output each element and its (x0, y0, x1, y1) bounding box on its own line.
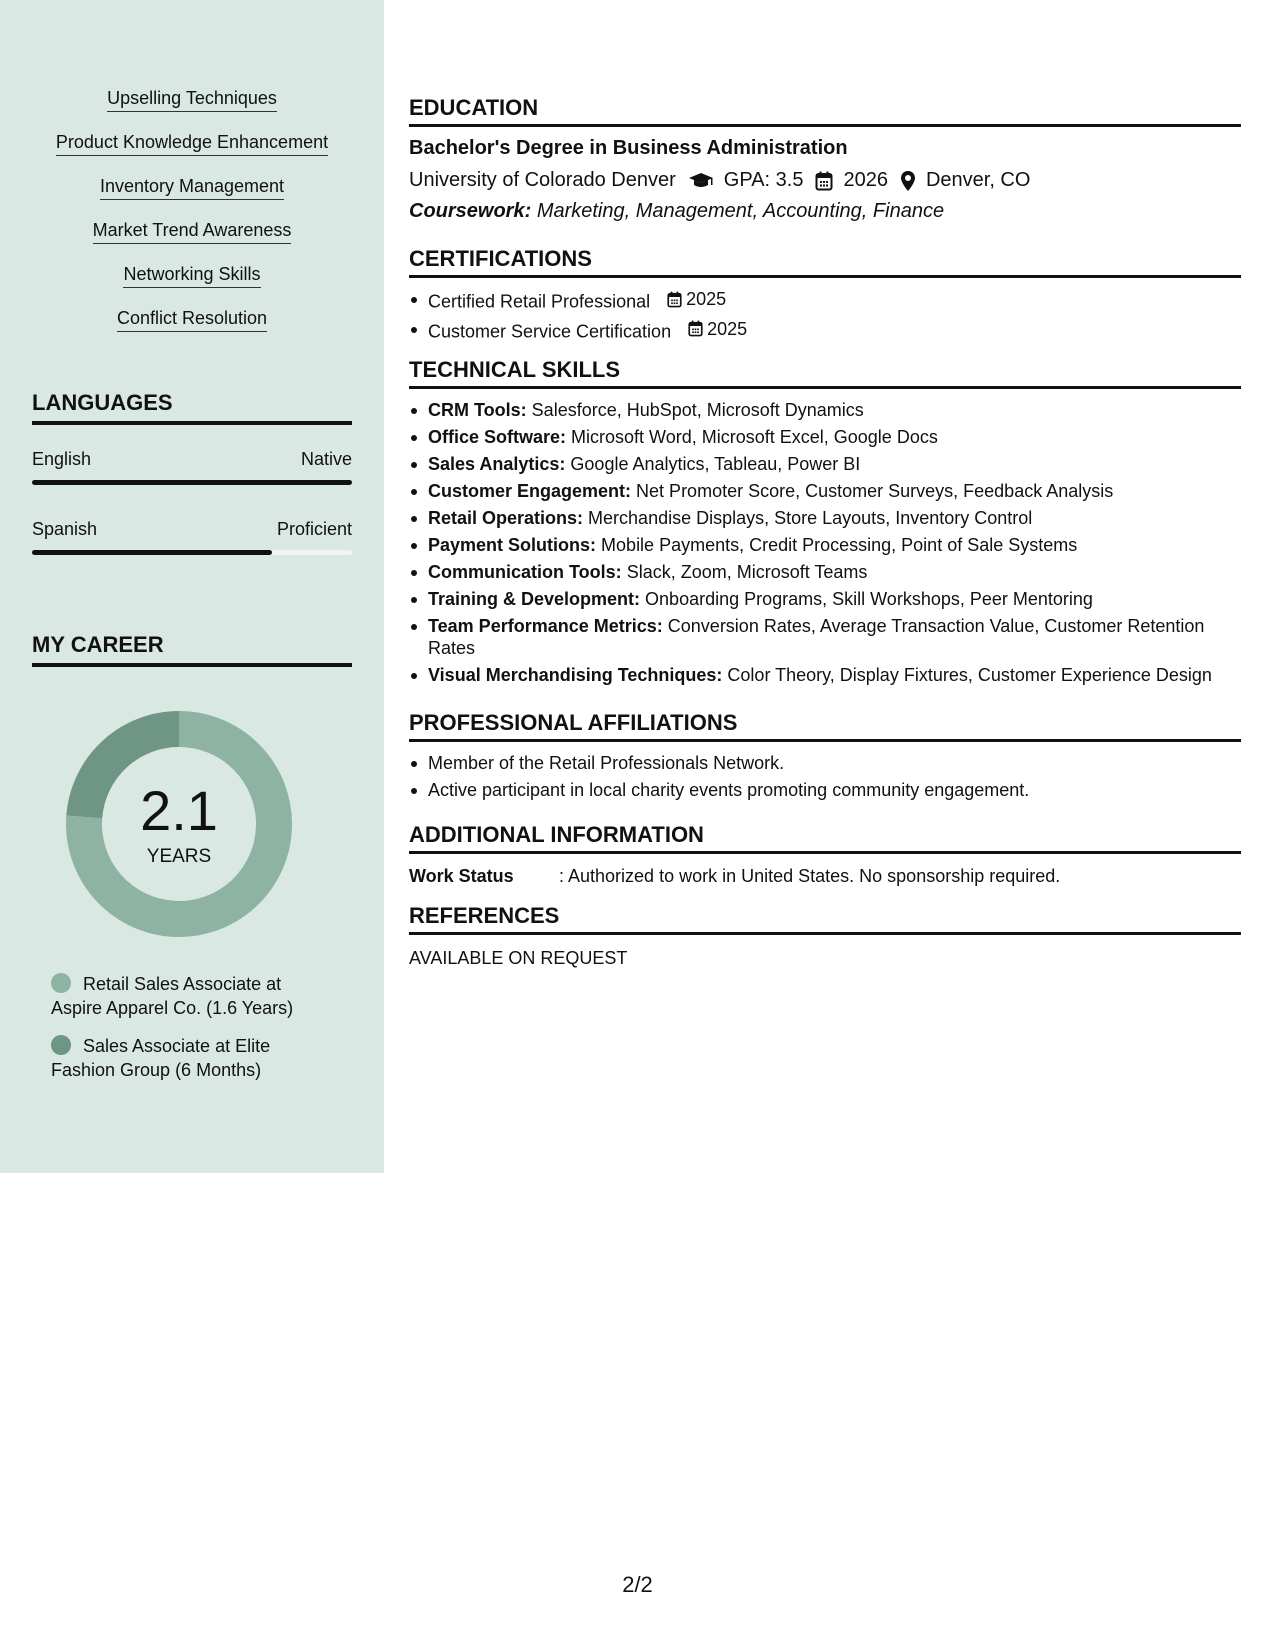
certification-date (667, 288, 726, 310)
gpa: GPA: 3.5 (723, 169, 804, 191)
technical-skill-item (409, 399, 1239, 421)
career-legend-text: Sales Associate at Elite Fashion Group (6 Months) (51, 1036, 271, 1080)
technical-skill-item (409, 480, 1239, 502)
skill-value: Slack, Zoom, Microsoft Teams (626, 562, 868, 582)
work-status-value: : Authorized to work in United States. No sponsorship required. (559, 866, 1061, 886)
skill-label: Communication Tools: (428, 562, 622, 582)
skill-item: Upselling Techniques (107, 86, 277, 112)
sidebar (0, 0, 384, 1173)
skill-value: Color Theory, Display Fixtures, Customer Experience Design (727, 665, 1212, 685)
calendar-icon (815, 171, 833, 191)
skill-item: Market Trend Awareness (93, 218, 292, 244)
language-name: Spanish (32, 519, 98, 539)
affiliations-heading: PROFESSIONAL AFFILIATIONS (409, 710, 1241, 742)
certification-item (409, 318, 1241, 343)
career-legend-dot (51, 973, 71, 993)
skill-item: Product Knowledge Enhancement (56, 130, 328, 156)
technical-skill-item (409, 534, 1239, 556)
work-status-label: Work Status (409, 866, 514, 886)
skill-value: Merchandise Displays, Store Layouts, Inventory Control (588, 508, 1033, 528)
school-location: Denver, CO (925, 169, 1031, 191)
skill-value: Net Promoter Score, Customer Surveys, Feedback Analysis (636, 481, 1114, 501)
graduation-year: 2026 (843, 169, 888, 191)
skill-item: Conflict Resolution (117, 306, 267, 332)
school-name: University of Colorado Denver (409, 169, 676, 191)
page-number: 2/2 (622, 1572, 653, 1597)
technical-skill-item (409, 588, 1239, 610)
coursework-list: Marketing, Management, Accounting, Finance (536, 200, 945, 222)
affiliation-item: Active participant in local charity events promoting community engagement. (409, 779, 1241, 801)
technical-skill-item (409, 561, 1239, 583)
career-donut-center (66, 711, 292, 937)
skill-label: Visual Merchandising Techniques: (428, 665, 723, 685)
references-heading: REFERENCES (409, 903, 1241, 935)
career-legend-item (51, 1034, 311, 1082)
career-legend-text: Retail Sales Associate at Aspire Apparel Co. (1.6 Years) (51, 974, 294, 1018)
technical-skill-item (409, 664, 1239, 686)
skill-label: Office Software: (428, 427, 567, 447)
career-years-unit: YEARS (146, 846, 212, 867)
technical-skills-heading: TECHNICAL SKILLS (409, 357, 1241, 389)
degree-title: Bachelor's Degree in Business Administration (409, 137, 848, 159)
language-bar (32, 550, 352, 555)
skill-item: Networking Skills (123, 262, 260, 288)
technical-skill-item (409, 453, 1239, 475)
certifications-list (409, 288, 1241, 347)
languages-heading: LANGUAGES (32, 390, 352, 425)
work-status-row (409, 866, 1060, 887)
skill-label: Customer Engagement: (428, 481, 632, 501)
additional-info-heading: ADDITIONAL INFORMATION (409, 822, 1241, 854)
career-heading: MY CAREER (32, 632, 352, 667)
location-pin-icon (900, 170, 916, 192)
certification-item (409, 288, 1241, 313)
career-legend-dot (51, 1035, 71, 1055)
calendar-icon (667, 291, 682, 308)
language-name: English (32, 449, 92, 469)
education-heading: EDUCATION (409, 95, 1241, 127)
skill-list (0, 86, 384, 350)
technical-skill-item (409, 426, 1239, 448)
graduation-cap-icon (688, 172, 714, 190)
certification-date (688, 318, 747, 340)
skill-value: Conversion Rates, Average Transaction Value, Customer Retention Rates (428, 616, 1205, 658)
references-text: AVAILABLE ON REQUEST (409, 948, 628, 968)
affiliation-item: Member of the Retail Professionals Network. (409, 752, 1241, 774)
career-total-years: 2.1 (140, 779, 218, 842)
skill-value: Mobile Payments, Credit Processing, Point of Sale Systems (601, 535, 1078, 555)
certifications-heading: CERTIFICATIONS (409, 246, 1241, 278)
skill-value: Microsoft Word, Microsoft Excel, Google Docs (571, 427, 938, 447)
language-bar (32, 480, 352, 485)
language-level: Native (300, 449, 352, 469)
skill-label: Training & Development: (428, 589, 641, 609)
certification-year: 2025 (686, 289, 727, 309)
skill-label: Sales Analytics: (428, 454, 566, 474)
coursework (409, 200, 944, 223)
language-level: Proficient (276, 519, 352, 539)
certification-year: 2025 (707, 318, 748, 339)
skill-label: Team Performance Metrics: (428, 616, 663, 636)
calendar-icon (688, 320, 703, 337)
education-details (409, 169, 1030, 192)
technical-skills-list (409, 399, 1239, 691)
skill-value: Salesforce, HubSpot, Microsoft Dynamics (531, 400, 864, 420)
certification-name: Certified Retail Professional (428, 291, 651, 312)
skill-item: Inventory Management (100, 174, 284, 200)
skill-label: Retail Operations: (428, 508, 584, 528)
skill-label: Payment Solutions: (428, 535, 597, 555)
language-bar-fill (32, 550, 272, 555)
technical-skill-item (409, 615, 1239, 659)
career-legend-item (51, 972, 311, 1020)
skill-value: Onboarding Programs, Skill Workshops, Peer Mentoring (645, 589, 1093, 609)
language-bar-fill (32, 480, 352, 485)
skill-value: Google Analytics, Tableau, Power BI (570, 454, 861, 474)
certification-name: Customer Service Certification (428, 321, 672, 341)
affiliations-list (409, 752, 1241, 806)
technical-skill-item (409, 507, 1239, 529)
skill-label: CRM Tools: (428, 400, 527, 420)
coursework-label: Coursework: (409, 200, 532, 222)
